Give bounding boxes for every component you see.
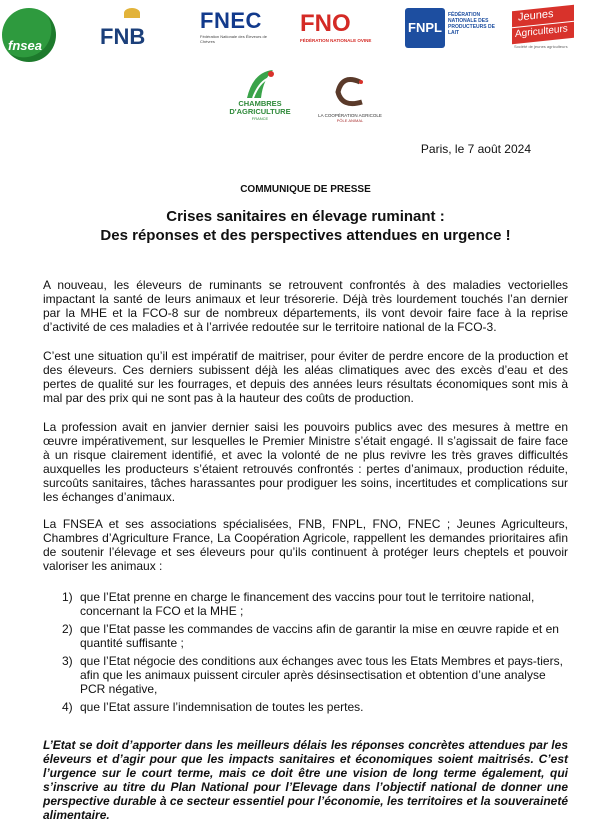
press-date: Paris, le 7 août 2024	[420, 142, 531, 156]
press-title-line2: Des réponses et des perspectives attendues en urgence !	[100, 227, 511, 244]
fnpl-logo-subtitle: FÉDÉRATION NATIONALE DES PRODUCTEURS DE LAIT	[448, 12, 495, 36]
fnsea-logo-text: fnsea	[8, 38, 42, 53]
chambres-mark-icon	[243, 68, 277, 100]
chambres-logo-text: CHAMBRES D'AGRICULTURE	[229, 99, 291, 116]
jeunes-agriculteurs-logo	[512, 8, 578, 50]
chambres-agriculture-logo	[220, 68, 300, 140]
paragraph-intro: A nouveau, les éleveurs de ruminants se retrouvent confrontés à des maladies vectorielles impactant la santé de leurs animaux et leur trésorerie. Déjà très lourdement touchés l’an dernier par la MHE et la FCO-8 sur de nombreux départements, ils vont devoir faire face à la reprise d’activité de ces maladies et à l’arrivée redoutée sur le territoire national de la FCO-3.	[43, 278, 568, 334]
paragraph-profession: La profession avait en janvier dernier saisi les pouvoirs publics avec des mesures à mettre en œuvre impérativement, sur lesquelles le Premier Ministre s’était engagé. Il s’agissait de faire face à un risque clairement identifié, et avec la volonté de ne plus revivre les très graves difficultés auxquelles les producteurs s’étaient retrouvés confrontés : pertes d’animaux, production réduite, surcoûts sanitaires, tâches harassantes pour prodiguer les soins, incertitudes et complications sur les échanges d’animaux.	[43, 420, 568, 504]
cooperation-logo-text: LA COOPÉRATION AGRICOLE	[318, 113, 382, 118]
fnsea-logo	[2, 8, 56, 62]
fnec-logo-subtitle: Fédération Nationale des Éleveurs de Chèvres	[200, 34, 267, 44]
paragraph-situation: C’est une situation qu’il est impératif de maitriser, pour éviter de perdre encore de la production et des éleveurs. Ces derniers subissent déjà les aléas climatiques avec des excès d’eau et des pertes de qualité sur les fourrages, et depuis des années leurs résultats économiques sont mis à mal par des prix qui ne sont pas à la hauteur des coûts de production.	[43, 349, 568, 405]
ja-logo-line2: Agriculteurs	[515, 23, 568, 40]
list-item: 1) que l’Etat prenne en charge le financement des vaccins pour tout le territoire national, concernant la FCO et la MHE ;	[62, 590, 535, 618]
paragraph-conclusion: L’Etat se doit d’apporter dans les meilleurs délais les réponses concrètes attendues par les éleveurs et d’agir pour que les impacts sanitaires et économiques soient maitrisés. C’est l’urgence sur le court terme, mais ce doit être une vision de long terme également, qui s’inscrive au titre du Plan National pour l’Elevage dans l’objectif national de donner une perspective durable à ce secteur essentiel pour l’économie, les territoires et la souveraineté alimentaire.	[43, 738, 568, 822]
chambres-logo-country: FRANCE	[251, 116, 269, 121]
list-item: 2) que l’Etat passe les commandes de vaccins afin de garantir la mise en œuvre rapide et en quantité suffisante ;	[62, 622, 559, 650]
list-item: 4) que l’Etat assure l’indemnisation de toutes les pertes.	[62, 700, 364, 714]
list-item: 3) que l’Etat négocie des conditions aux échanges avec tous les Etats Membres et pays-tiers, afin que les animaux puissent circuler après désinsectisation et obtention d’une analyse PCR négative,	[62, 654, 563, 696]
cooperation-mark-icon	[310, 76, 390, 113]
paragraph-signatories: La FNSEA et ses associations spécialisées, FNB, FNPL, FNO, FNEC ; Jeunes Agriculteurs, Chambres d’Agriculture France, La Coopération Agricole, rappellent les demandes prioritaires afin de soutenir l’élevage et ses éleveurs pour qu’ils continuent à protéger leurs cheptels et pouvoir valoriser les animaux :	[43, 517, 568, 573]
fnpl-logo-text: FNPL	[408, 20, 442, 35]
bird-icon	[124, 8, 140, 18]
fnec-logo-text: FNEC	[200, 8, 262, 33]
press-title-line1: Crises sanitaires en élevage ruminant :	[166, 208, 445, 225]
cooperation-logo-pole: PÔLE ANIMAL	[336, 118, 364, 123]
fnpl-logo	[405, 8, 501, 54]
press-title	[0, 207, 611, 245]
ja-logo-line1: Jeunes	[518, 7, 554, 24]
partner-logos	[0, 0, 611, 140]
fnb-logo	[100, 6, 160, 50]
cooperation-agricole-logo	[310, 76, 390, 134]
fno-logo-subtitle: FÉDÉRATION NATIONALE OVINE	[300, 38, 372, 43]
fno-logo	[300, 10, 386, 58]
fnpl-logo-box	[405, 8, 445, 48]
fnec-logo	[200, 8, 270, 60]
demands-list	[43, 590, 568, 718]
ja-logo-subtitle: Société de jeunes agriculteurs	[514, 44, 568, 49]
fnb-logo-text: FNB	[100, 24, 146, 49]
document-type: COMMUNIQUE DE PRESSE	[240, 184, 371, 195]
fno-logo-text: FNO	[300, 10, 351, 37]
